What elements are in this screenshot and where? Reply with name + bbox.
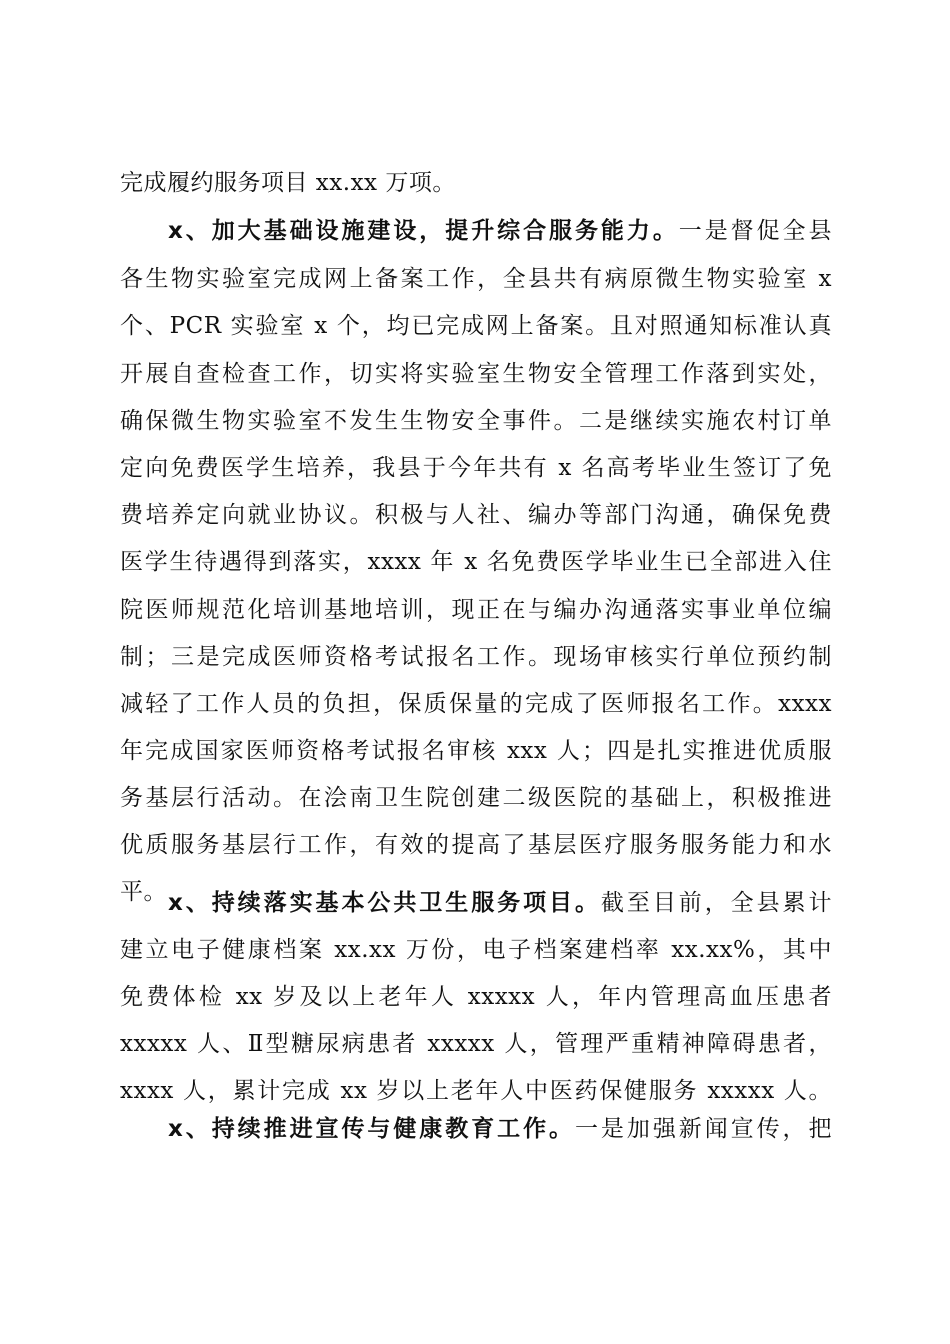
- line-text: xxxxx 人、Ⅱ型糖尿病患者 xxxxx 人，管理严重精神障碍患者，: [120, 1031, 832, 1057]
- section-heading: x、持续落实基本公共卫生服务项目。: [168, 890, 601, 916]
- text-line: [120, 450, 832, 486]
- text-line: [120, 639, 832, 675]
- paragraph-first-line: [168, 213, 832, 249]
- line-text: 一是督促全县: [678, 218, 832, 244]
- line-text: 一是加强新闻宣传，把: [574, 1116, 833, 1142]
- line-text: 减轻了工作人员的负担，保质保量的完成了医师报名工作。xxxx: [120, 691, 832, 717]
- line-text: 务基层行活动。在浍南卫生院创建二级医院的基础上，积极推进: [120, 785, 832, 811]
- text-line: [120, 497, 832, 533]
- section-heading: x、加大基础设施建设，提升综合服务能力。: [168, 218, 679, 244]
- line-text: 确保微生物实验室不发生生物安全事件。二是继续实施农村订单: [120, 408, 832, 434]
- text-line: [120, 356, 832, 392]
- text-line: [120, 733, 832, 769]
- text-line: [120, 544, 832, 580]
- line-text: 开展自查检查工作，切实将实验室生物安全管理工作落到实处，: [120, 361, 832, 387]
- text-line: [120, 780, 832, 816]
- paragraph-first-line: [168, 1111, 832, 1147]
- line-text: 平。: [120, 879, 167, 905]
- text-line: [120, 261, 832, 297]
- line-text: 定向免费医学生培养，我县于今年共有 x 名高考毕业生签订了免: [120, 455, 832, 481]
- line-text: xxxx 人，累计完成 xx 岁以上老年人中医药保健服务 xxxxx 人。: [120, 1078, 832, 1104]
- line-text: 费培养定向就业协议。积极与人社、编办等部门沟通，确保免费: [120, 502, 832, 528]
- text-line: [120, 686, 832, 722]
- line-text: 院医师规范化培训基地培训，现正在与编办沟通落实事业单位编: [120, 597, 832, 623]
- text-line: [120, 827, 832, 863]
- line-text: 免费体检 xx 岁及以上老年人 xxxxx 人，年内管理高血压患者: [120, 984, 832, 1010]
- text-line: [120, 979, 832, 1015]
- line-text: 各生物实验室完成网上备案工作，全县共有病原微生物实验室 x: [120, 266, 832, 292]
- text-line: [120, 165, 832, 201]
- paragraph-first-line: [168, 885, 832, 921]
- line-text: 优质服务基层行工作，有效的提高了基层医疗服务服务能力和水: [120, 832, 832, 858]
- text-line: [120, 308, 832, 344]
- line-text: 个、PCR 实验室 x 个，均已完成网上备案。且对照通知标准认真: [120, 313, 832, 339]
- section-heading: x、持续推进宣传与健康教育工作。: [168, 1116, 575, 1142]
- line-text: 建立电子健康档案 xx.xx 万份，电子档案建档率 xx.xx%，其中: [120, 937, 832, 963]
- line-text: 制；三是完成医师资格考试报名工作。现场审核实行单位预约制: [120, 644, 832, 670]
- line-text: 截至目前，全县累计: [600, 890, 832, 916]
- line-text: 年完成国家医师资格考试报名审核 xxx 人；四是扎实推进优质服: [120, 738, 832, 764]
- text-line: [120, 932, 832, 968]
- line-text: 医学生待遇得到落实，xxxx 年 x 名免费医学毕业生已全部进入住: [120, 549, 832, 575]
- text-line: [120, 403, 832, 439]
- line-text: 完成履约服务项目 xx.xx 万项。: [120, 170, 456, 196]
- text-line: [120, 592, 832, 628]
- text-line: [120, 1026, 832, 1062]
- text-line: [120, 1073, 832, 1109]
